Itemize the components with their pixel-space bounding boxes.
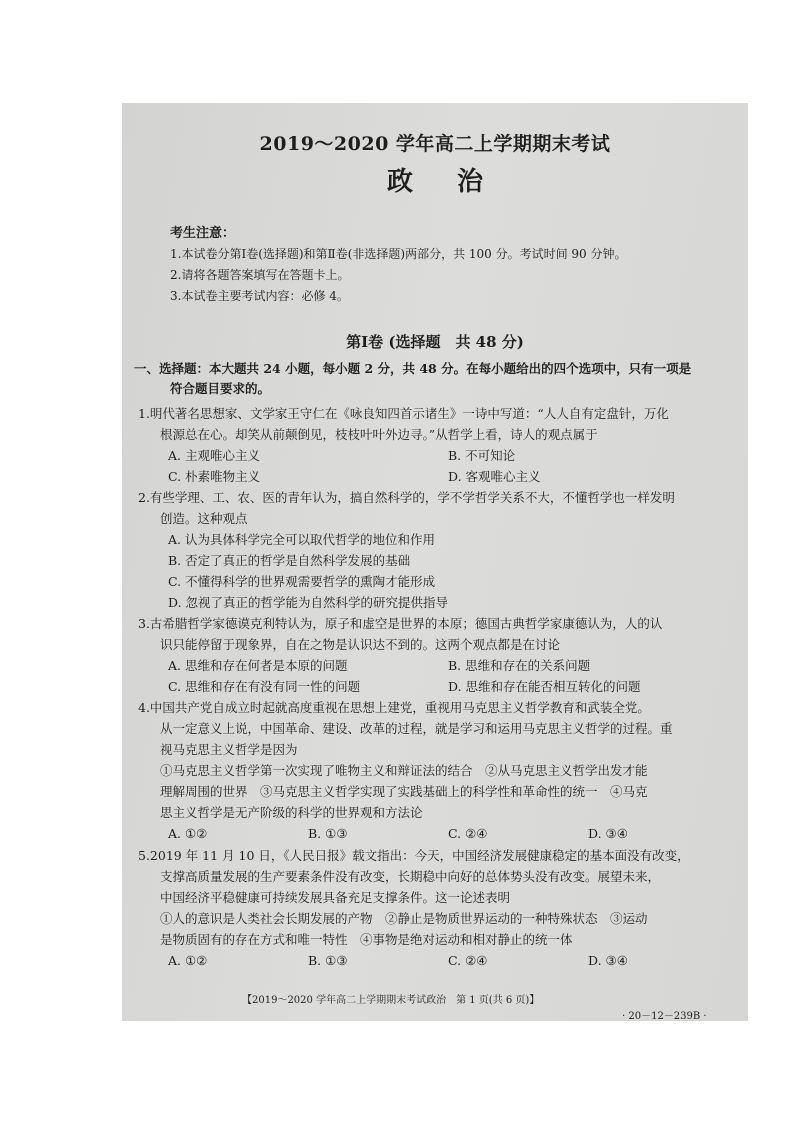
question-stem: 5.2019 年 11 月 10 日，《人民日报》载文指出：今天，中国经济发展健康稳定的基本面没有改变， [138, 848, 690, 863]
note-item: 3.本试卷主要考试内容：必修 4。 [170, 289, 349, 303]
question-3 [138, 613, 728, 697]
question-stem: 从一定意义上说，中国革命、建设、改革的过程，就是学习和运用马克思主义哲学的过程。重 [160, 721, 673, 736]
option-d: D. 思维和存在能否相互转化的问题 [448, 679, 641, 694]
question-stem: 根源总在心。却笑从前颠倒见，枝枝叶叶外边寻。”从哲学上看，诗人的观点属于 [160, 427, 598, 442]
option-b: B. 不可知论 [448, 448, 516, 463]
question-stem: 理解周围的世界 ③马克思主义哲学实现了实践基础上的科学性和革命性的统一 ④马克 [160, 784, 648, 799]
option-a: A. ①② [168, 953, 208, 968]
exam-paper [122, 103, 748, 1021]
option-b: B. ①③ [308, 953, 348, 968]
option-b: B. 否定了真正的哲学是自然科学发展的基础 [168, 553, 411, 568]
option-a: A. 主观唯心主义 [168, 448, 260, 463]
question-stem: 是物质固有的存在方式和唯一特性 ④事物是绝对运动和相对静止的统一体 [160, 932, 573, 947]
exam-title: 2019～2020 学年高二上学期期末考试 [259, 133, 611, 155]
question-stem: 1.明代著名思想家、文学家王守仁在《咏良知四首示诸生》一诗中写道：“人人自有定盘针，万化 [138, 406, 669, 421]
option-c: C. ②④ [448, 953, 488, 968]
question-stem: 视马克思主义哲学是因为 [160, 742, 298, 757]
question-1 [138, 403, 728, 487]
question-stem: ①马克思主义哲学第一次实现了唯物主义和辩证法的结合 ②从马克思主义哲学出发才能 [160, 763, 648, 778]
question-stem: 思主义哲学是无产阶级的科学的世界观和方法论 [160, 805, 423, 820]
question-stem: 支撑高质量发展的生产要素条件没有改变，长期稳中向好的总体势头没有改变。展望未来， [160, 869, 661, 884]
option-a: A. ①② [168, 826, 208, 841]
section-title: 第Ⅰ卷 (选择题 共 48 分) [346, 333, 524, 351]
option-d: D. 客观唯心主义 [448, 469, 541, 484]
question-stem: 中国经济平稳健康可持续发展具备充足支撑条件。这一论述表明 [160, 890, 511, 905]
question-stem: 创造。这种观点 [160, 511, 248, 526]
candidate-notes [170, 223, 627, 307]
paper-code: · 20－12－239B · [622, 1011, 707, 1021]
question-stem: 识只能停留于现象界，自在之物是认识达不到的。这两个观点都是在讨论 [160, 637, 561, 652]
option-d: D. ③④ [588, 953, 628, 968]
option-c: C. 思维和存在有没有同一性的问题 [168, 679, 361, 694]
instruction-line: 一、选择题：本大题共 24 小题，每小题 2 分，共 48 分。在每小题给出的四个选项中，只有一项是 [134, 361, 692, 376]
question-stem: 2.有些学理、工、农、医的青年认为，搞自然科学的，学不学哲学关系不大，不懂哲学也一样发明 [138, 490, 675, 505]
option-a: A. 认为具体科学完全可以取代哲学的地位和作用 [168, 532, 435, 547]
question-4 [138, 697, 728, 844]
option-c: C. ②④ [448, 826, 488, 841]
option-a: A. 思维和存在何者是本原的问题 [168, 658, 348, 673]
question-options [138, 529, 728, 613]
question-5 [138, 845, 728, 971]
question-stem: 3.古希腊哲学家德谟克利特认为，原子和虚空是世界的本原；德国古典哲学家康德认为，人的认 [138, 616, 663, 631]
option-c: C. 不懂得科学的世界观需要哲学的熏陶才能形成 [168, 574, 436, 589]
option-d: D. 忽视了真正的哲学能为自然科学的研究提供指导 [168, 595, 449, 610]
note-item: 2.请将各题答案填写在答题卡上。 [170, 268, 350, 282]
question-options [138, 950, 728, 971]
question-stem: 4.中国共产党自成立时起就高度重视在思想上建党，重视用马克思主义哲学教育和武装全党。 [138, 700, 650, 715]
question-options [138, 655, 728, 697]
page-footer: 【2019～2020 学年高二上学期期末考试政治 第 1 页(共 6 页)】 [242, 995, 540, 1006]
option-d: D. ③④ [588, 826, 628, 841]
question-stem: ①人的意识是人类社会长期发展的产物 ②静止是物质世界运动的一种特殊状态 ③运动 [160, 911, 648, 926]
question-options [138, 823, 728, 844]
section-instruction [134, 359, 724, 399]
notes-heading: 考生注意： [170, 226, 236, 241]
option-b: B. ①③ [308, 826, 348, 841]
option-c: C. 朴素唯物主义 [168, 469, 261, 484]
instruction-line: 符合题目要求的。 [170, 381, 271, 396]
subject-title: 政治 [386, 167, 527, 197]
question-2 [138, 487, 728, 613]
option-b: B. 思维和存在的关系问题 [448, 658, 591, 673]
question-options [138, 445, 728, 487]
note-item: 1.本试卷分第Ⅰ卷(选择题)和第Ⅱ卷(非选择题)两部分，共 100 分。考试时间 90 分钟。 [170, 247, 627, 261]
